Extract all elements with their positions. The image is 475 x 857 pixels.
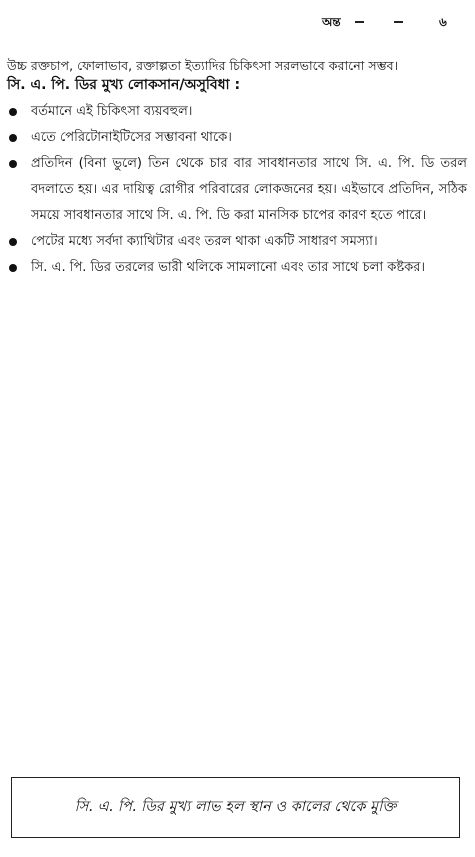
list-item [7, 255, 467, 281]
callout-text: সি. এ. পি. ডির মুখ্য লাভ হল স্থান ও কালের থেকে মুক্তি [74, 798, 397, 815]
bullet-icon [9, 238, 17, 246]
page-number: ৬ [439, 15, 447, 29]
header-fragment: অন্ত [322, 15, 341, 29]
page-header [322, 14, 462, 34]
list-item [7, 229, 467, 255]
bullet-icon [9, 134, 17, 142]
intro-paragraph: উচ্চ রক্তচাপ, ফোলাভাব, রক্তাল্পতা ইত্যাদির চিকিৎসা সরলভাবে করানো সম্ভব। [7, 57, 399, 73]
header-dash [394, 21, 403, 23]
section-heading: সি. এ. পি. ডির মুখ্য লোকসান/অসুবিধা : [7, 77, 241, 93]
bullet-icon [9, 264, 17, 272]
header-dash [355, 21, 364, 23]
list-item [7, 99, 467, 125]
list-item [7, 151, 467, 229]
disadvantages-list [7, 99, 467, 281]
list-item-text: এতে পেরিটোনাইটিসের সম্ভাবনা থাকে। [31, 130, 232, 145]
list-item-text: বর্তমানে এই চিকিৎসা ব্যয়বহুল। [31, 104, 193, 119]
list-item-text: সি. এ. পি. ডির তরলের ভারী থলিকে সামলানো এবং তার সাথে চলা কষ্টকর। [31, 260, 426, 275]
list-item-text: প্রতিদিন (বিনা ভুলে) তিন থেকে চার বার সাবধানতার সাথে সি. এ. পি. ডি তরল বদলাতে হয়। এর দায়িত্ব রোগীর পরিবারের লোকজনের হয়। এইভাবে প্রতিদিন, সঠিক সময়ে সাবধানতার সাথে সি. এ. পি. ডি করা মানসিক চাপের কারণ হতে পারে। [31, 156, 467, 223]
list-item [7, 125, 467, 151]
list-item-text: পেটের মধ্যে সর্বদা ক্যাথিটার এবং তরল থাকা একটি সাধারণ সমস্যা। [31, 234, 378, 249]
bullet-icon [9, 108, 17, 116]
callout-box [11, 777, 460, 838]
bullet-icon [9, 160, 17, 168]
